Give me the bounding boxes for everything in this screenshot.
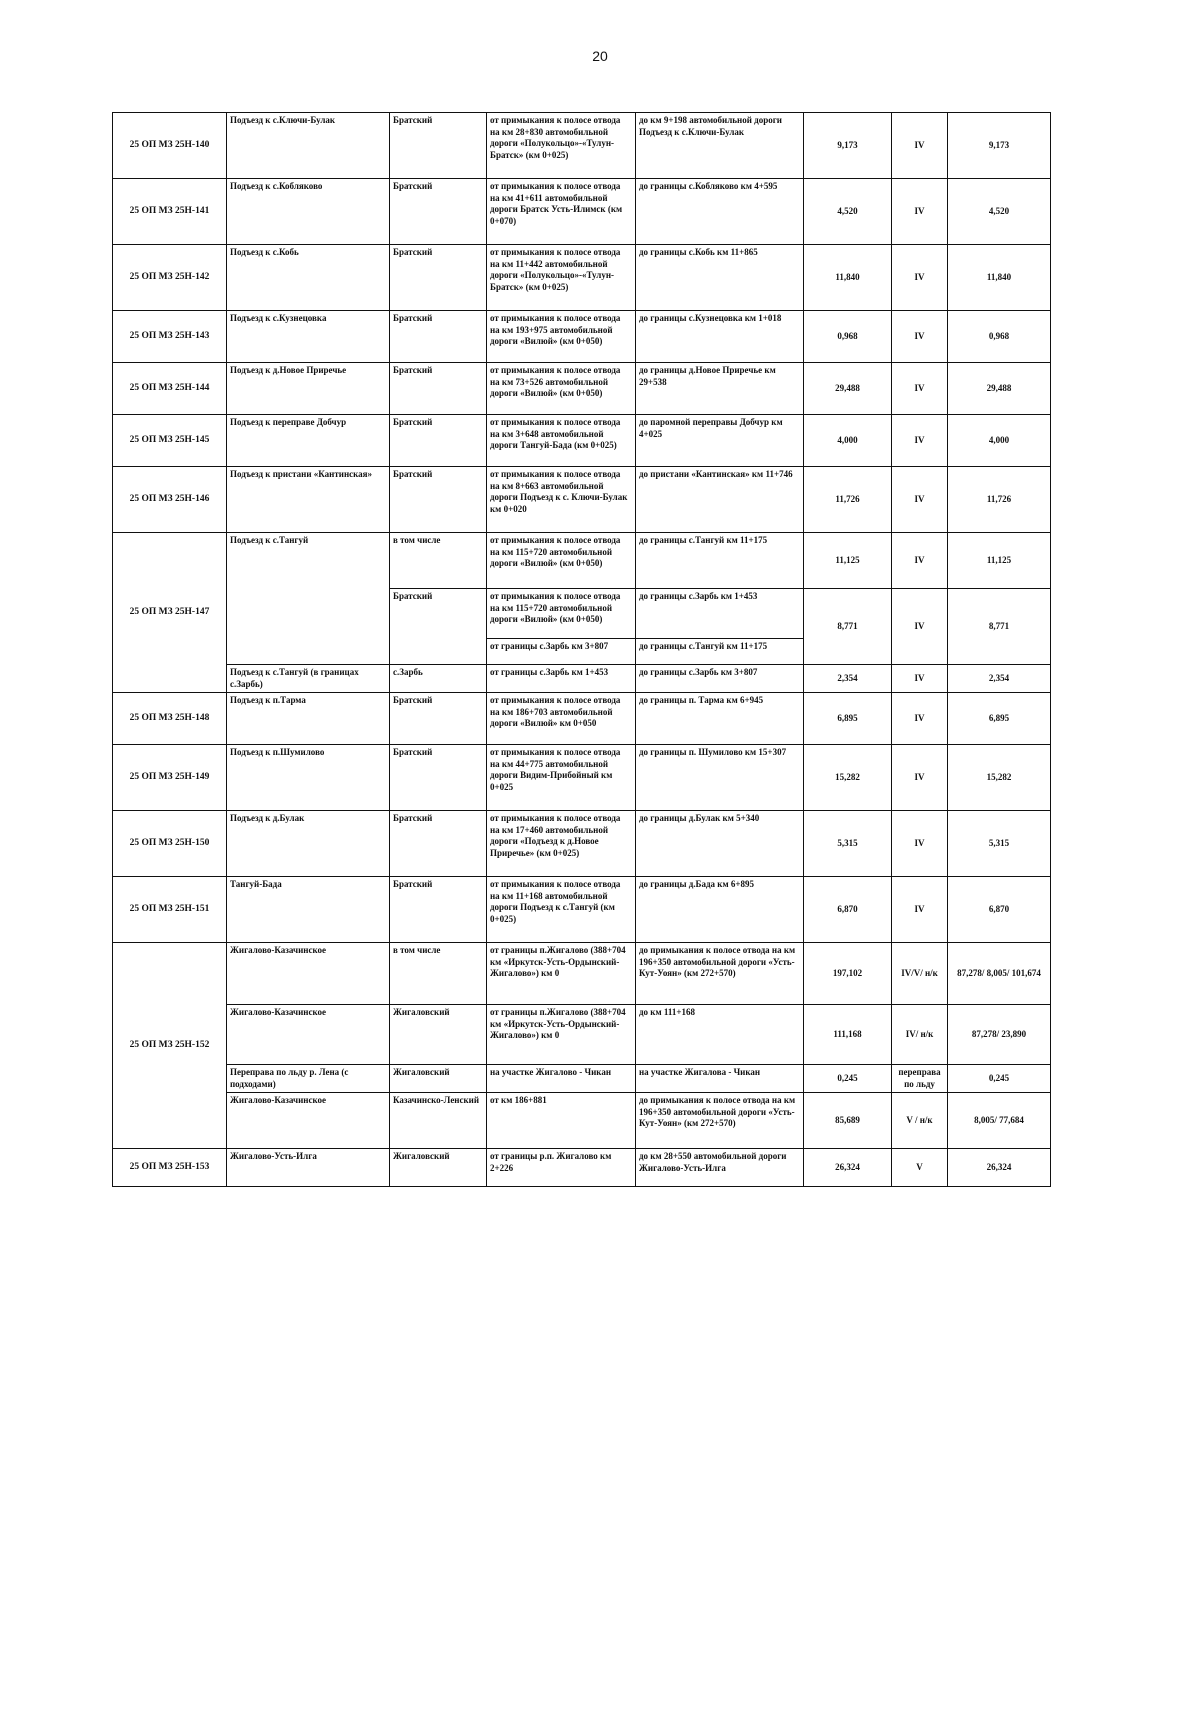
- from-cell: от примыкания к полосе отвода на км 44+775 автомобильной дороги Видим-Прибойный км 0+025: [487, 745, 636, 811]
- district-cell: Жигаловский: [390, 1065, 487, 1093]
- total-cell: 8,771: [948, 589, 1051, 665]
- category-cell: переправа по льду: [892, 1065, 948, 1093]
- name-cell: Жигалово-Казачинское: [227, 1005, 390, 1065]
- from-cell: от границы п.Жигалово (388+704 км «Иркутск-Усть-Ордынский-Жигалово») км 0: [487, 943, 636, 1005]
- length-cell: 9,173: [804, 113, 892, 179]
- to-cell: до км 28+550 автомобильной дороги Жигалово-Усть-Илга: [636, 1149, 804, 1187]
- table-row: [113, 311, 1051, 363]
- name-cell: Жигалово-Казачинское: [227, 1093, 390, 1149]
- length-cell: 11,726: [804, 467, 892, 533]
- district-cell: в том числе: [390, 943, 487, 1005]
- road-id-cell: 25 ОП МЗ 25Н-144: [113, 363, 227, 415]
- district-cell: Жигаловский: [390, 1005, 487, 1065]
- from-cell: от примыкания к полосе отвода на км 41+611 автомобильной дороги Братск Усть-Илимск (км 0+070): [487, 179, 636, 245]
- from-cell: от км 186+881: [487, 1093, 636, 1149]
- to-cell: до границы д.Новое Приречье км 29+538: [636, 363, 804, 415]
- to-cell: до границы с.Зарбь км 1+453: [636, 589, 804, 639]
- district-cell: Братский: [390, 877, 487, 943]
- name-cell: Подъезд к с.Кобь: [227, 245, 390, 311]
- total-cell: 4,000: [948, 415, 1051, 467]
- category-cell: IV: [892, 179, 948, 245]
- from-cell: от примыкания к полосе отвода на км 28+830 автомобильной дороги «Полукольцо»-«Тулун-Братск» (км 0+025): [487, 113, 636, 179]
- road-id-cell: 25 ОП МЗ 25Н-143: [113, 311, 227, 363]
- length-cell: 111,168: [804, 1005, 892, 1065]
- table-row: [113, 943, 1051, 1005]
- total-cell: 0,245: [948, 1065, 1051, 1093]
- name-cell: Жигалово-Казачинское: [227, 943, 390, 1005]
- to-cell: до примыкания к полосе отвода на км 196+350 автомобильной дороги «Усть-Кут-Уоян» (км 272+570): [636, 1093, 804, 1149]
- road-id-cell: 25 ОП МЗ 25Н-150: [113, 811, 227, 877]
- district-cell: Братский: [390, 363, 487, 415]
- table-row: [113, 533, 1051, 589]
- district-cell: Жигаловский: [390, 1149, 487, 1187]
- road-id-cell: 25 ОП МЗ 25Н-141: [113, 179, 227, 245]
- table-row: [113, 179, 1051, 245]
- road-id-cell: 25 ОП МЗ 25Н-148: [113, 693, 227, 745]
- road-id-cell: 25 ОП МЗ 25Н-146: [113, 467, 227, 533]
- length-cell: 85,689: [804, 1093, 892, 1149]
- road-id-cell: 25 ОП МЗ 25Н-153: [113, 1149, 227, 1187]
- length-cell: 29,488: [804, 363, 892, 415]
- from-cell: от границы р.п. Жигалово км 2+226: [487, 1149, 636, 1187]
- length-cell: 197,102: [804, 943, 892, 1005]
- table-row: [113, 415, 1051, 467]
- length-cell: 5,315: [804, 811, 892, 877]
- to-cell: до км 9+198 автомобильной дороги Подъезд к с.Ключи-Булак: [636, 113, 804, 179]
- to-cell: до границы с.Кобь км 11+865: [636, 245, 804, 311]
- from-cell: от примыкания к полосе отвода на км 73+526 автомобильной дороги «Вилюй» (км 0+050): [487, 363, 636, 415]
- length-cell: 15,282: [804, 745, 892, 811]
- district-cell: Братский: [390, 589, 487, 665]
- total-cell: 9,173: [948, 113, 1051, 179]
- road-id-cell: 25 ОП МЗ 25Н-147: [113, 533, 227, 693]
- table-row: [113, 745, 1051, 811]
- name-cell: Подъезд к с.Кобляково: [227, 179, 390, 245]
- total-cell: 11,726: [948, 467, 1051, 533]
- name-cell: Подъезд к с.Тангуй (в границах с.Зарбь): [227, 665, 390, 693]
- to-cell: до км 111+168: [636, 1005, 804, 1065]
- name-cell: Подъезд к п.Тарма: [227, 693, 390, 745]
- roads-table: [112, 112, 1051, 1187]
- category-cell: IV: [892, 363, 948, 415]
- category-cell: IV/ н/к: [892, 1005, 948, 1065]
- name-cell: Подъезд к переправе Добчур: [227, 415, 390, 467]
- category-cell: IV: [892, 245, 948, 311]
- name-cell: Подъезд к пристани «Кантинская»: [227, 467, 390, 533]
- total-cell: 15,282: [948, 745, 1051, 811]
- from-cell: от примыкания к полосе отвода на км 186+703 автомобильной дороги «Вилюй» км 0+050: [487, 693, 636, 745]
- category-cell: IV: [892, 533, 948, 589]
- from-cell: от границы с.Зарбь км 1+453: [487, 665, 636, 693]
- to-cell: до границы д.Бада км 6+895: [636, 877, 804, 943]
- table-row: [113, 665, 1051, 693]
- district-cell: с.Зарбь: [390, 665, 487, 693]
- total-cell: 8,005/ 77,684: [948, 1093, 1051, 1149]
- total-cell: 2,354: [948, 665, 1051, 693]
- table-row: [113, 245, 1051, 311]
- from-cell: от примыкания к полосе отвода на км 11+442 автомобильной дороги «Полукольцо»-«Тулун-Братск» (км 0+025): [487, 245, 636, 311]
- category-cell: IV: [892, 745, 948, 811]
- table-row: [113, 363, 1051, 415]
- to-cell: до паромной переправы Добчур км 4+025: [636, 415, 804, 467]
- road-id-cell: 25 ОП МЗ 25Н-149: [113, 745, 227, 811]
- name-cell: Подъезд к д.Булак: [227, 811, 390, 877]
- from-cell: от примыкания к полосе отвода на км 8+663 автомобильной дороги Подъезд к с. Ключи-Булак км 0+020: [487, 467, 636, 533]
- category-cell: IV: [892, 877, 948, 943]
- road-id-cell: 25 ОП МЗ 25Н-145: [113, 415, 227, 467]
- name-cell: Подъезд к д.Новое Приречье: [227, 363, 390, 415]
- category-cell: IV: [892, 311, 948, 363]
- to-cell: до границы с.Тангуй км 11+175: [636, 639, 804, 665]
- from-cell: от примыкания к полосе отвода на км 115+720 автомобильной дороги «Вилюй» (км 0+050): [487, 589, 636, 639]
- road-id-cell: 25 ОП МЗ 25Н-151: [113, 877, 227, 943]
- to-cell: до границы п. Тарма км 6+945: [636, 693, 804, 745]
- length-cell: 4,000: [804, 415, 892, 467]
- road-id-cell: 25 ОП МЗ 25Н-140: [113, 113, 227, 179]
- category-cell: IV: [892, 467, 948, 533]
- district-cell: Братский: [390, 811, 487, 877]
- road-id-cell: 25 ОП МЗ 25Н-142: [113, 245, 227, 311]
- table-row: [113, 811, 1051, 877]
- total-cell: 0,968: [948, 311, 1051, 363]
- from-cell: от границы с.Зарбь км 3+807: [487, 639, 636, 665]
- category-cell: IV: [892, 693, 948, 745]
- to-cell: до пристани «Кантинская» км 11+746: [636, 467, 804, 533]
- total-cell: 6,870: [948, 877, 1051, 943]
- name-cell: Жигалово-Усть-Илга: [227, 1149, 390, 1187]
- table-row: [113, 1005, 1051, 1065]
- name-cell: Подъезд к с.Ключи-Булак: [227, 113, 390, 179]
- to-cell: до примыкания к полосе отвода на км 196+350 автомобильной дороги «Усть-Кут-Уоян» (км 272+570): [636, 943, 804, 1005]
- district-cell: Братский: [390, 113, 487, 179]
- district-cell: Братский: [390, 179, 487, 245]
- length-cell: 2,354: [804, 665, 892, 693]
- name-cell: Подъезд к п.Шумилово: [227, 745, 390, 811]
- district-cell: Братский: [390, 245, 487, 311]
- from-cell: от примыкания к полосе отвода на км 11+168 автомобильной дороги Подъезд к с.Тангуй (км 0+025): [487, 877, 636, 943]
- from-cell: от примыкания к полосе отвода на км 115+720 автомобильной дороги «Вилюй» (км 0+050): [487, 533, 636, 589]
- from-cell: на участке Жигалово - Чикан: [487, 1065, 636, 1093]
- total-cell: 6,895: [948, 693, 1051, 745]
- name-cell: Подъезд к с.Кузнецовка: [227, 311, 390, 363]
- table-row: [113, 693, 1051, 745]
- category-cell: V / н/к: [892, 1093, 948, 1149]
- total-cell: 29,488: [948, 363, 1051, 415]
- district-cell: Братский: [390, 415, 487, 467]
- to-cell: до границы с.Кузнецовка км 1+018: [636, 311, 804, 363]
- name-cell: Подъезд к с.Тангуй: [227, 533, 390, 665]
- from-cell: от примыкания к полосе отвода на км 193+975 автомобильной дороги «Вилюй» (км 0+050): [487, 311, 636, 363]
- length-cell: 8,771: [804, 589, 892, 665]
- to-cell: до границы п. Шумилово км 15+307: [636, 745, 804, 811]
- total-cell: 11,125: [948, 533, 1051, 589]
- name-cell: Тангуй-Бада: [227, 877, 390, 943]
- length-cell: 6,895: [804, 693, 892, 745]
- page-number: 20: [592, 48, 608, 64]
- road-id-cell: 25 ОП МЗ 25Н-152: [113, 943, 227, 1149]
- category-cell: IV: [892, 665, 948, 693]
- length-cell: 6,870: [804, 877, 892, 943]
- category-cell: IV: [892, 811, 948, 877]
- category-cell: IV/V/ н/к: [892, 943, 948, 1005]
- table-row: [113, 1093, 1051, 1149]
- district-cell: в том числе: [390, 533, 487, 589]
- table-row: [113, 1065, 1051, 1093]
- length-cell: 26,324: [804, 1149, 892, 1187]
- to-cell: на участке Жигалова - Чикан: [636, 1065, 804, 1093]
- total-cell: 87,278/ 8,005/ 101,674: [948, 943, 1051, 1005]
- table-row: [113, 877, 1051, 943]
- from-cell: от границы п.Жигалово (388+704 км «Иркутск-Усть-Ордынский-Жигалово») км 0: [487, 1005, 636, 1065]
- to-cell: до границы д.Булак км 5+340: [636, 811, 804, 877]
- district-cell: Братский: [390, 693, 487, 745]
- category-cell: IV: [892, 113, 948, 179]
- length-cell: 0,968: [804, 311, 892, 363]
- name-cell: Переправа по льду р. Лена (с подходами): [227, 1065, 390, 1093]
- to-cell: до границы с.Кобляково км 4+595: [636, 179, 804, 245]
- to-cell: до границы с.Зарбь км 3+807: [636, 665, 804, 693]
- table-row: [113, 1149, 1051, 1187]
- table-row: [113, 113, 1051, 179]
- category-cell: V: [892, 1149, 948, 1187]
- district-cell: Братский: [390, 311, 487, 363]
- from-cell: от примыкания к полосе отвода на км 17+460 автомобильной дороги «Подъезд к д.Новое Приречье» (км 0+025): [487, 811, 636, 877]
- total-cell: 5,315: [948, 811, 1051, 877]
- total-cell: 87,278/ 23,890: [948, 1005, 1051, 1065]
- total-cell: 26,324: [948, 1149, 1051, 1187]
- total-cell: 4,520: [948, 179, 1051, 245]
- length-cell: 4,520: [804, 179, 892, 245]
- table-row: [113, 467, 1051, 533]
- length-cell: 11,125: [804, 533, 892, 589]
- district-cell: Казачинско-Ленский: [390, 1093, 487, 1149]
- length-cell: 11,840: [804, 245, 892, 311]
- category-cell: IV: [892, 415, 948, 467]
- district-cell: Братский: [390, 467, 487, 533]
- length-cell: 0,245: [804, 1065, 892, 1093]
- category-cell: IV: [892, 589, 948, 665]
- from-cell: от примыкания к полосе отвода на км 3+648 автомобильной дороги Тангуй-Бада (км 0+025): [487, 415, 636, 467]
- district-cell: Братский: [390, 745, 487, 811]
- to-cell: до границы с.Тангуй км 11+175: [636, 533, 804, 589]
- total-cell: 11,840: [948, 245, 1051, 311]
